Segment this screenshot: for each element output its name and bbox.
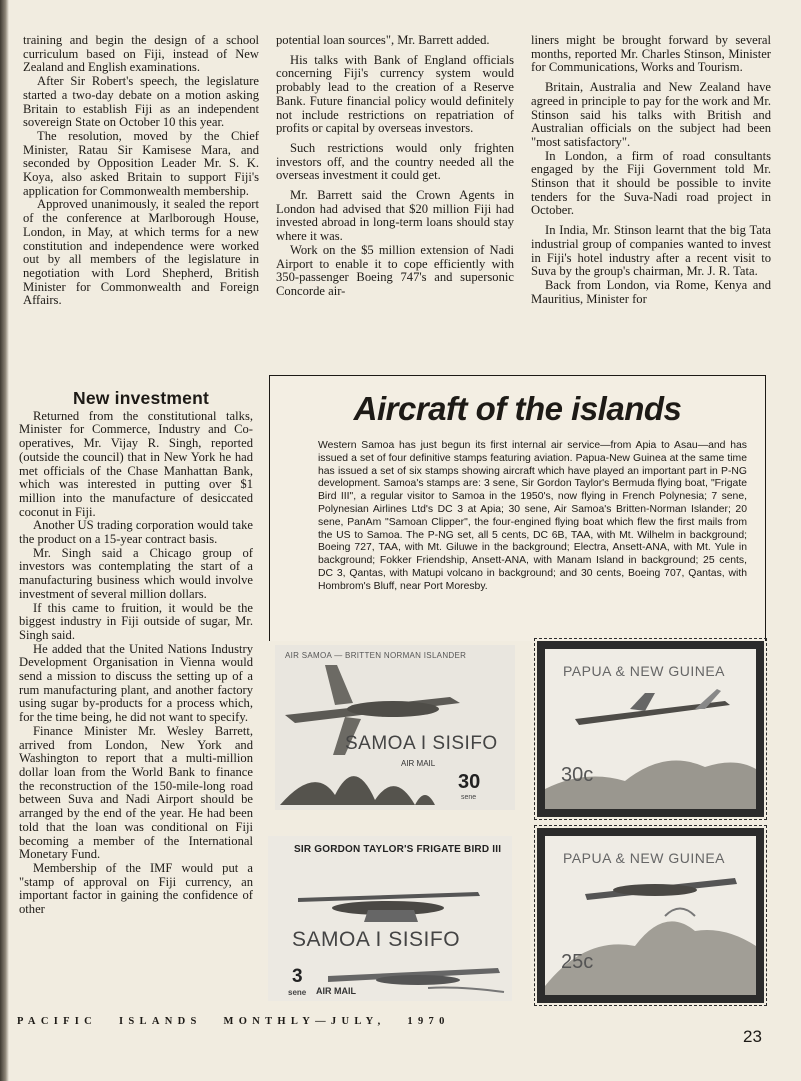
article-column-2 bbox=[276, 34, 514, 299]
article-column-4 bbox=[19, 388, 253, 917]
stamp-country: SAMOA I SISIFO bbox=[345, 733, 498, 754]
feature-box bbox=[269, 375, 766, 641]
stamp-value: 25c bbox=[561, 951, 594, 973]
stamp-unit: sene bbox=[461, 794, 477, 801]
paragraph: Work on the $5 million extension of Nadi Airport to enable it to cope efficiently with 350-passenger Boeing 747's and supersonic Concorde air- bbox=[276, 242, 514, 298]
stamp-value: 30c bbox=[561, 764, 594, 786]
feature-body: Western Samoa has just begun its first internal air service—from Apia to Asau—and has issued a set of four definitive stamps featuring aviation. Papua-New Guinea at the same time has issued a set of six stamps showing aircraft which have played an important part in P-NG development. Samoa's stamps are: 3 sene, Sir Gordon Taylor's Bermuda flying boat, "Frigate Bird III", a regular visitor to Samoa in the 1950's, now flying in French Polynesia; 7 sene, Polynesian Airlines Ltd's DC 3 at Apia; 30 sene, Air Samoa's Britten-Norman Islander; 20 sene, PanAm "Samoan Clipper", the four-engined flying boat which flew the first mails from the US to Samoa. The P-NG set, all 5 cents, DC 6B, TAA, with Mt. Wilhelm in background; Boeing 727, TAA, with Mt. Giluwe in the background; Electra, Ansett-ANA, with Mt. Yule in background; Fokker Friendship, Ansett-ANA, with Manam Island in background; 25 cents, DC 3, Qantas, with Matupi volcano in background; and 30 cents, Boeing 707, Qantas, with Hombrom's Bluff, near Port Moresby. bbox=[318, 440, 747, 592]
stamp-country: SAMOA I SISIFO bbox=[292, 928, 461, 951]
paragraph: Membership of the IMF would put a "stamp of approval on Fiji currency, an important factor in gaining the confidence of other bbox=[19, 860, 253, 917]
paragraph: He added that the United Nations Industry Development Organisation in Vienna would send a mission to discuss the setting up of a rum manufacturing plant, and another factory using sugar by-products for a process which, for the time being, he did not want to specify. bbox=[19, 641, 253, 725]
paragraph: If this came to fruition, it would be the biggest industry in Fiji outside of sugar, Mr. Singh said. bbox=[19, 600, 253, 642]
paragraph: In London, a firm of road consultants engaged by the Fiji Government told Mr. Stinson that it should be possible to invite tenders for the Suva-Nadi road project in October. bbox=[531, 148, 771, 218]
stamp-png-25c bbox=[537, 828, 764, 1003]
running-footer: PACIFIC ISLANDS MONTHLY—JULY, 1970 bbox=[17, 1016, 450, 1027]
paragraph: After Sir Robert's speech, the legislature started a two-day debate on a motion asking Britain to establish Fiji as an independent sovereign State on October 10 this year. bbox=[23, 74, 259, 130]
feature-title: Aircraft of the islands bbox=[353, 390, 682, 427]
stamp-caption: SIR GORDON TAYLOR'S FRIGATE BIRD III bbox=[294, 844, 502, 855]
paragraph: Such restrictions would only frighten investors off, and the country needed all the overseas investment it could get. bbox=[276, 140, 514, 183]
paragraph: Another US trading corporation would take the product on a 15-year contract basis. bbox=[19, 518, 253, 547]
paragraph: Mr. Barrett said the Crown Agents in London had advised that $20 million Fiji had invested abroad in long-term loans should stay where it was. bbox=[276, 188, 514, 244]
paragraph: potential loan sources", Mr. Barrett added. bbox=[276, 33, 490, 47]
stamp-unit: sene bbox=[288, 988, 307, 997]
paragraph: training and begin the design of a school curriculum based on Fiji, instead of New Zealand and English examinations. bbox=[23, 33, 259, 75]
flying-boat-illustration bbox=[268, 836, 512, 1001]
paragraph: Returned from the constitutional talks, Minister for Commerce, Industry and Co-operatives, Mr. Vijay R. Singh, reported (outside the council) that in New York he had met officials of the Chase Manhattan Bank, which was interested in putting over $1 million into the manufacture of desiccated coconut in Fiji. bbox=[19, 408, 253, 519]
paragraph: Approved unanimously, it sealed the report of the conference at Marlborough House, London, in May, at which terms for a new constitution and independence were worked out by all members of the legislature in negotiation with Lord Shepherd, British Minister for Commonwealth and Foreign Affairs. bbox=[23, 197, 259, 308]
paragraph: Back from London, via Rome, Kenya and Mauritius, Minister for bbox=[531, 277, 771, 306]
paragraph: His talks with Bank of England officials concerning Fiji's currency system would probably lead to the creation of a Reserve Bank. Future financial policy would definitely not include restrictions on repatriation of profits or capital by overseas investors. bbox=[276, 52, 514, 136]
paragraph: Britain, Australia and New Zealand have agreed in principle to pay for the work and Mr. Stinson said his talks with British and Australian officials on the subject had been "most satisfactory". bbox=[531, 80, 771, 149]
stamp-country: PAPUA & NEW GUINEA bbox=[563, 663, 725, 679]
paragraph: Finance Minister Mr. Wesley Barrett, arrived from London, New York and Washington to report that a multi-million dollar loan from the World Bank to finance the reconstruction of the 150-mile-long road between Suva and Nadi Airport should be arranged by the end of the year. He had been told that the loan was conditional on Fiji becoming a member of the International Monetary Fund. bbox=[19, 723, 253, 862]
paragraph: liners might be brought forward by several months, reported Mr. Charles Stinson, Minister for Communications, Works and Tourism. bbox=[531, 33, 771, 75]
stamp-header: AIR SAMOA — BRITTEN NORMAN ISLANDER bbox=[285, 651, 467, 660]
page-binding-shadow bbox=[0, 0, 9, 1081]
stamp-png-30c bbox=[537, 641, 764, 817]
stamp-samoa-30-sene bbox=[275, 645, 515, 810]
stamp-airmail: AIR MAIL bbox=[316, 986, 356, 996]
paragraph: In India, Mr. Stinson learnt that the big Tata industrial group of companies wanted to invest in Fiji's hotel industry after a recent visit to Suva by the group's chairman, Mr. J. R. Tata. bbox=[531, 223, 771, 279]
paragraph: Mr. Singh said a Chicago group of investors was contemplating the start of a manufacturing business which would involve investment of several million dollars. bbox=[19, 545, 253, 601]
page-number: 23 bbox=[743, 1027, 762, 1046]
article-column-3 bbox=[531, 34, 771, 306]
stamp-airmail: AIR MAIL bbox=[401, 759, 436, 768]
paragraph: The resolution, moved by the Chief Minister, Ratau Sir Kamisese Mara, and seconded by Opposition Leader Mr. S. K. Koya, also asked Britain to support Fiji's application for Commonwealth membership. bbox=[23, 128, 259, 198]
stamp-country: PAPUA & NEW GUINEA bbox=[563, 850, 725, 866]
stamp-samoa-3-sene bbox=[268, 836, 512, 1001]
stamp-value: 3 bbox=[292, 966, 303, 987]
section-heading: New investment bbox=[73, 388, 210, 408]
article-column-1 bbox=[23, 34, 259, 308]
stamp-value: 30 bbox=[458, 771, 481, 793]
